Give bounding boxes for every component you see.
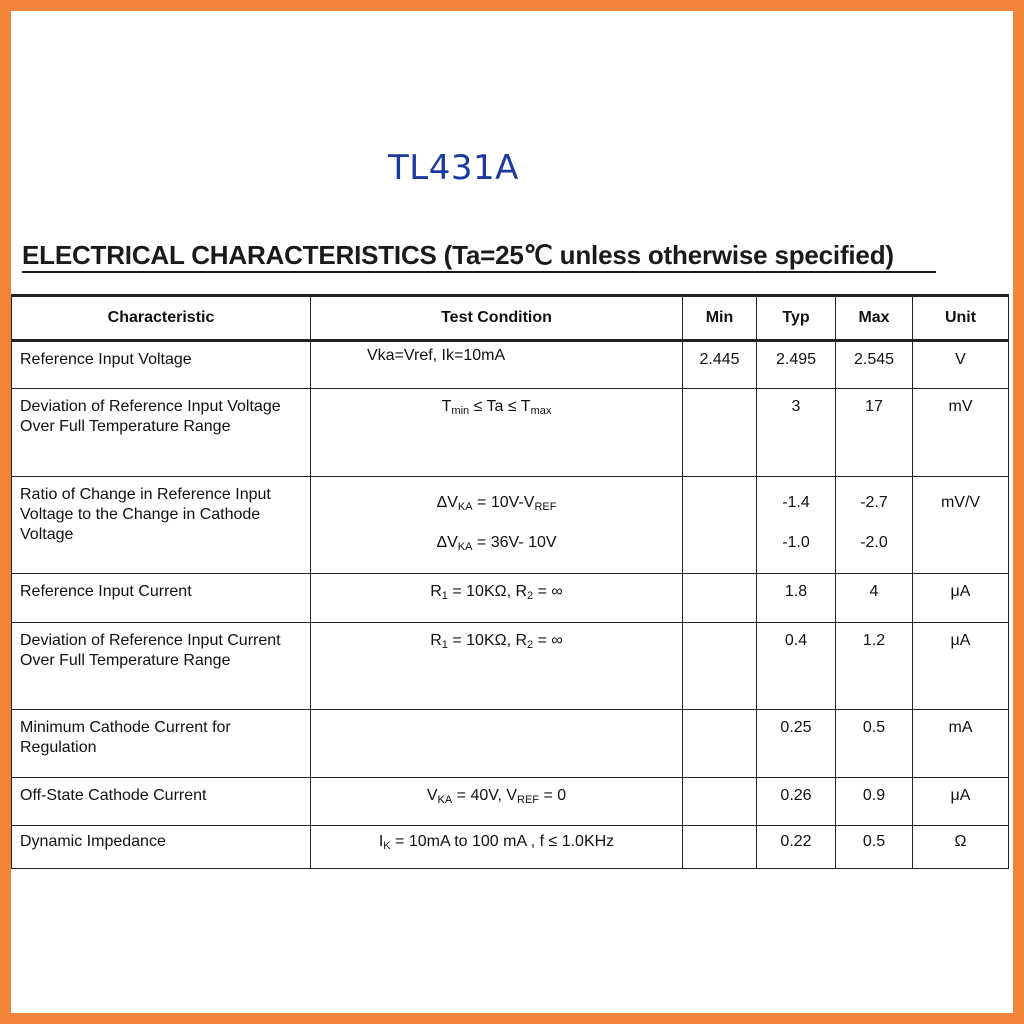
unit-cell: Ω xyxy=(913,826,1009,869)
min-cell xyxy=(683,778,757,826)
characteristic-cell: Reference Input Current xyxy=(12,574,311,623)
characteristic-cell: Off-State Cathode Current xyxy=(12,778,311,826)
column-header: Characteristic xyxy=(12,296,311,341)
table-row xyxy=(12,341,1009,389)
column-header: Max xyxy=(836,296,913,341)
column-header: Min xyxy=(683,296,757,341)
characteristic-cell: Deviation of Reference Input Voltage Over Full Temperature Range xyxy=(12,389,311,477)
min-cell xyxy=(683,574,757,623)
min-cell: 2.445 xyxy=(683,341,757,389)
test-condition-cell: $I_K = 10mA$ to 100 mA , f ≤ 1.0KHz xyxy=(311,826,683,869)
test-condition-cell xyxy=(311,710,683,778)
max-cell: 17 xyxy=(836,389,913,477)
heading-underline xyxy=(22,271,936,273)
table-row xyxy=(12,574,1009,623)
typ-cell: 1.8 xyxy=(757,574,836,623)
typ-cell: 3 xyxy=(757,389,836,477)
unit-cell: mV/V xyxy=(913,477,1009,574)
test-condition-cell: Vka=Vref, Ik=10mA xyxy=(311,341,683,389)
table-row xyxy=(12,778,1009,826)
test-condition-cell: $V_{KA} = 40V$, $V_{REF} = 0$ xyxy=(311,778,683,826)
max-cell: 0.5 xyxy=(836,710,913,778)
column-header: Test Condition xyxy=(311,296,683,341)
characteristic-cell: Deviation of Reference Input Current Over Full Temperature Range xyxy=(12,623,311,710)
min-cell xyxy=(683,389,757,477)
table-row xyxy=(12,477,1009,574)
test-condition-cell: $R_1 = 10K\Omega$, $R_2$ = ∞ xyxy=(311,623,683,710)
table-row xyxy=(12,389,1009,477)
min-cell xyxy=(683,826,757,869)
typ-cell: 0.22 xyxy=(757,826,836,869)
min-cell xyxy=(683,623,757,710)
condition-line: $\Delta V_{KA} = 36V-$ 10V xyxy=(436,534,557,553)
column-header: Typ xyxy=(757,296,836,341)
unit-cell: mA xyxy=(913,710,1009,778)
table-header-row xyxy=(12,296,1009,341)
typ-cell: 2.495 xyxy=(757,341,836,389)
unit-cell: mV xyxy=(913,389,1009,477)
characteristic-cell: Ratio of Change in Reference Input Voltage to the Change in Cathode Voltage xyxy=(12,477,311,574)
max-cell: 1.2 xyxy=(836,623,913,710)
table-row xyxy=(12,710,1009,778)
part-number-title: TL431A xyxy=(388,148,519,188)
typ-cell: 0.25 xyxy=(757,710,836,778)
section-heading: ELECTRICAL CHARACTERISTICS (Ta=25℃ unless otherwise specified) xyxy=(22,240,894,270)
unit-cell: μA xyxy=(913,778,1009,826)
max-cell: -2.7 -2.0 xyxy=(836,477,913,574)
max-cell: 0.9 xyxy=(836,778,913,826)
test-condition-cell xyxy=(311,477,683,574)
max-cell: 4 xyxy=(836,574,913,623)
min-cell xyxy=(683,477,757,574)
unit-cell: μA xyxy=(913,623,1009,710)
typ-cell: 0.4 xyxy=(757,623,836,710)
table-row xyxy=(12,826,1009,869)
characteristic-cell: Reference Input Voltage xyxy=(12,341,311,389)
unit-cell: V xyxy=(913,341,1009,389)
test-condition-cell: $R_1 = 10K\Omega$, $R_2$ = ∞ xyxy=(311,574,683,623)
test-condition-cell: $T_{min} \le Ta \le T_{max}$ xyxy=(311,389,683,477)
max-cell: 2.545 xyxy=(836,341,913,389)
condition-line: $\Delta V_{KA} = 10V-V_{REF}$ xyxy=(436,494,557,513)
characteristic-cell: Minimum Cathode Current for Regulation xyxy=(12,710,311,778)
table-row xyxy=(12,623,1009,710)
column-header: Unit xyxy=(913,296,1009,341)
typ-cell: 0.26 xyxy=(757,778,836,826)
characteristic-cell: Dynamic Impedance xyxy=(12,826,311,869)
max-cell: 0.5 xyxy=(836,826,913,869)
unit-cell: μA xyxy=(913,574,1009,623)
electrical-characteristics-table xyxy=(11,294,1009,869)
min-cell xyxy=(683,710,757,778)
typ-cell: -1.4 -1.0 xyxy=(757,477,836,574)
